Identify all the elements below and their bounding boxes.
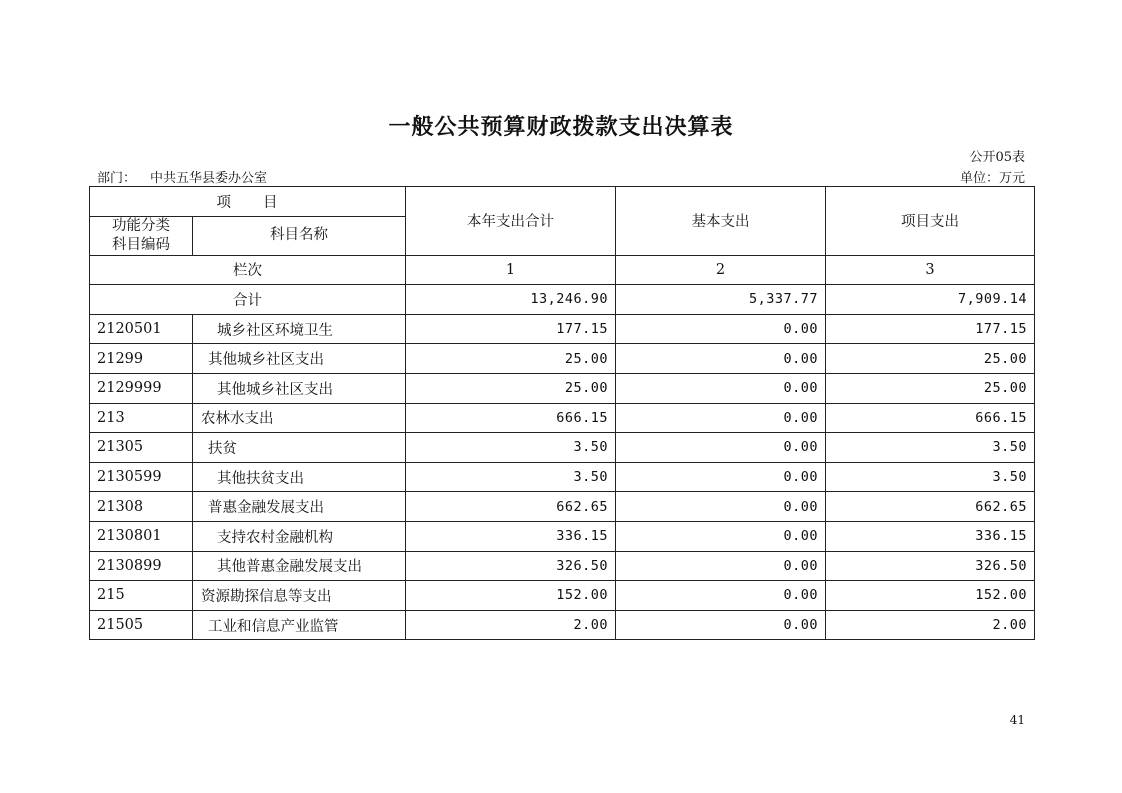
row-total: 662.65 — [406, 492, 616, 522]
page-title: 一般公共预算财政拨款支出决算表 — [388, 114, 734, 140]
column-index-label: 栏次 — [90, 255, 406, 285]
column-index-2: 2 — [616, 255, 826, 285]
row-total: 2.00 — [406, 610, 616, 640]
table-row — [90, 344, 1035, 374]
row-basic: 0.00 — [616, 581, 826, 611]
row-total: 666.15 — [406, 403, 616, 433]
department-name: 中共五华县委办公室 — [150, 171, 268, 186]
table-row — [90, 581, 1035, 611]
row-name: 工业和信息产业监管 — [193, 610, 406, 640]
table-row — [90, 433, 1035, 463]
row-name: 其他普惠金融发展支出 — [193, 551, 406, 581]
row-project: 152.00 — [826, 581, 1035, 611]
row-code: 215 — [90, 581, 193, 611]
header-item: 项 目 — [90, 187, 406, 217]
row-basic: 0.00 — [616, 433, 826, 463]
row-total: 25.00 — [406, 344, 616, 374]
total-amount: 13,246.90 — [406, 285, 616, 315]
row-code: 21308 — [90, 492, 193, 522]
row-code: 2120501 — [90, 314, 193, 344]
row-name: 城乡社区环境卫生 — [193, 314, 406, 344]
column-index-row — [90, 255, 1035, 285]
table-row — [90, 551, 1035, 581]
row-name: 普惠金融发展支出 — [193, 492, 406, 522]
row-basic: 0.00 — [616, 314, 826, 344]
row-project: 25.00 — [826, 373, 1035, 403]
header-total: 本年支出合计 — [406, 187, 616, 256]
header-func-code: 功能分类 科目编码 — [90, 216, 193, 255]
row-total: 152.00 — [406, 581, 616, 611]
row-total: 3.50 — [406, 433, 616, 463]
total-basic: 5,337.77 — [616, 285, 826, 315]
row-project: 3.50 — [826, 433, 1035, 463]
form-number: 公开05表 — [969, 150, 1025, 165]
row-project: 177.15 — [826, 314, 1035, 344]
expenditure-table — [89, 186, 1035, 640]
row-project: 336.15 — [826, 521, 1035, 551]
row-project: 662.65 — [826, 492, 1035, 522]
column-index-3: 3 — [826, 255, 1035, 285]
row-code: 21505 — [90, 610, 193, 640]
row-code: 2130899 — [90, 551, 193, 581]
total-row — [90, 285, 1035, 315]
row-project: 666.15 — [826, 403, 1035, 433]
row-total: 3.50 — [406, 462, 616, 492]
table-row — [90, 403, 1035, 433]
row-name: 其他城乡社区支出 — [193, 344, 406, 374]
row-name: 农林水支出 — [193, 403, 406, 433]
row-code: 21305 — [90, 433, 193, 463]
header-project: 项目支出 — [826, 187, 1035, 256]
table-row — [90, 610, 1035, 640]
row-basic: 0.00 — [616, 551, 826, 581]
department-label: 部门： — [97, 171, 137, 186]
row-basic: 0.00 — [616, 373, 826, 403]
table-row — [90, 521, 1035, 551]
row-total: 25.00 — [406, 373, 616, 403]
row-code: 2129999 — [90, 373, 193, 403]
unit-label: 单位：万元 — [959, 171, 1025, 186]
table-row — [90, 314, 1035, 344]
header-basic: 基本支出 — [616, 187, 826, 256]
row-project: 2.00 — [826, 610, 1035, 640]
row-basic: 0.00 — [616, 344, 826, 374]
table-row — [90, 492, 1035, 522]
row-basic: 0.00 — [616, 610, 826, 640]
total-label: 合计 — [90, 285, 406, 315]
table-row — [90, 373, 1035, 403]
row-basic: 0.00 — [616, 403, 826, 433]
row-total: 326.50 — [406, 551, 616, 581]
header-row-1 — [90, 187, 1035, 217]
row-name: 资源勘探信息等支出 — [193, 581, 406, 611]
department-line — [97, 167, 267, 186]
row-project: 25.00 — [826, 344, 1035, 374]
row-basic: 0.00 — [616, 492, 826, 522]
row-name: 支持农村金融机构 — [193, 521, 406, 551]
row-project: 3.50 — [826, 462, 1035, 492]
row-basic: 0.00 — [616, 521, 826, 551]
row-code: 2130801 — [90, 521, 193, 551]
page-number: 41 — [1009, 713, 1025, 727]
row-name: 其他扶贫支出 — [193, 462, 406, 492]
row-basic: 0.00 — [616, 462, 826, 492]
row-total: 177.15 — [406, 314, 616, 344]
row-code: 213 — [90, 403, 193, 433]
row-name: 扶贫 — [193, 433, 406, 463]
row-name: 其他城乡社区支出 — [193, 373, 406, 403]
table-row — [90, 462, 1035, 492]
row-code: 21299 — [90, 344, 193, 374]
row-code: 2130599 — [90, 462, 193, 492]
total-project: 7,909.14 — [826, 285, 1035, 315]
header-subject-name: 科目名称 — [193, 216, 406, 255]
column-index-1: 1 — [406, 255, 616, 285]
row-total: 336.15 — [406, 521, 616, 551]
row-project: 326.50 — [826, 551, 1035, 581]
